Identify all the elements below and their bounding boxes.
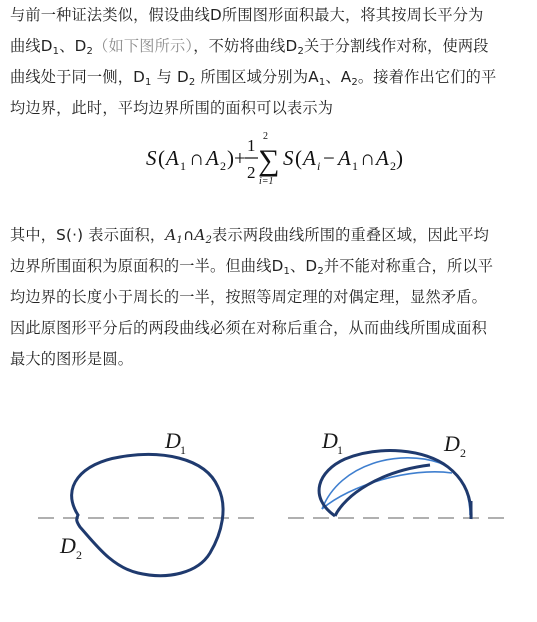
body-text: 表示两段曲线所围的重叠区域，因此平均 (212, 226, 490, 244)
formula-a2: A (376, 146, 389, 170)
subscript: 1 (283, 266, 291, 277)
intro-text: 与前一种证法类似，假设曲线D所围图形面积最大，将其按周长平分为 (10, 6, 484, 24)
intro-text: ，不妨将曲线D (193, 37, 298, 55)
formula-s: S (283, 146, 294, 170)
explanation-line-5 (10, 344, 530, 375)
area-formula (0, 128, 537, 192)
body-text: 均边界的长度小于周长的一半，按照等周定理的对偶定理，显然矛盾。 (10, 288, 488, 306)
intro-text: 关于分割线作对称，使两段 (304, 37, 489, 55)
intro-text: 与 D (151, 68, 189, 86)
formula-paren-open: ( (295, 146, 302, 170)
math-a1: A (165, 226, 177, 244)
explanation-line-2 (10, 251, 530, 282)
subscript: 1 (145, 77, 152, 88)
formula-minus: − (323, 146, 335, 170)
right-outer-curve (319, 451, 471, 519)
label-right-d2-sub: 2 (460, 446, 466, 460)
math-a2: A (194, 226, 206, 244)
formula-intersection: ∩ (189, 146, 205, 170)
intro-line-1 (10, 0, 530, 31)
subscript: 1 (176, 235, 183, 246)
intro-line-4 (10, 93, 530, 124)
label-right-d2: D (444, 431, 460, 456)
math-intersection: ∩ (182, 226, 195, 244)
intro-paragraph (10, 0, 530, 124)
formula-intersection: ∩ (360, 146, 376, 170)
subscript: 1 (318, 77, 326, 88)
formula-sigma: ∑ (258, 144, 280, 177)
formula-frac-denominator: 2 (247, 163, 256, 182)
subscript: 2 (351, 77, 358, 88)
formula-paren-close: ) (396, 146, 403, 170)
formula-sub-1: 1 (180, 159, 186, 173)
formula-sum-upper: 2 (263, 131, 268, 142)
intro-text: 。接着作出它们的平 (357, 68, 497, 86)
formula-sub-2: 2 (220, 159, 226, 173)
formula-sum-lower: i=1 (259, 176, 274, 187)
formula-plus: + (234, 146, 246, 170)
intro-text: 、D (59, 37, 87, 55)
subscript: 2 (188, 77, 196, 88)
formula-frac-numerator: 1 (247, 136, 256, 155)
body-text: 、D (290, 257, 318, 275)
formula-sub-1: 1 (352, 159, 358, 173)
label-left-d1-sub: 1 (180, 443, 186, 457)
intro-text: 均边界，此时，平均边界所围的面积可以表示为 (10, 99, 334, 117)
figure-reference-note: （如下图所示） (93, 37, 194, 55)
formula-sub-2: 2 (390, 159, 396, 173)
left-closed-curve (72, 455, 223, 576)
intro-line-3 (10, 62, 530, 93)
label-right-d1: D (322, 428, 338, 453)
subscript: 2 (317, 266, 324, 277)
explanation-paragraph (10, 220, 530, 375)
body-text: 并不能对称重合，所以平 (323, 257, 494, 275)
explanation-line-3 (10, 282, 530, 313)
formula-paren-close: ) (227, 146, 234, 170)
label-left-d2-sub: 2 (76, 548, 82, 562)
subscript: 2 (205, 235, 213, 246)
formula-a2: A (206, 146, 219, 170)
label-left-d1: D (165, 428, 181, 453)
subscript: 2 (86, 46, 94, 57)
subscript: 1 (52, 46, 60, 57)
reflected-curve-inner (322, 472, 452, 509)
formula-a1: A (166, 146, 179, 170)
formula-a1: A (338, 146, 351, 170)
body-text: 其中，S(·) 表示面积， (10, 226, 166, 244)
formula-sub-i: i (317, 159, 321, 173)
subscript: 2 (297, 46, 305, 57)
formula-paren-open: ( (158, 146, 165, 170)
intro-text: 曲线处于同一侧，D (10, 68, 145, 86)
intro-text: 所围区域分别为A (195, 68, 319, 86)
label-left-d2: D (60, 533, 76, 558)
formula-s: S (146, 146, 157, 170)
label-right-d1-sub: 1 (337, 443, 343, 457)
explanation-line-4 (10, 313, 530, 344)
curve-illustration (0, 415, 537, 615)
intro-line-2 (10, 31, 530, 62)
intro-text: 曲线D (10, 37, 53, 55)
body-text: 边界所围面积为原面积的一半。但曲线D (10, 257, 284, 275)
explanation-line-1 (10, 220, 530, 251)
formula-ai: A (303, 146, 316, 170)
body-text: 最大的图形是圆。 (10, 350, 134, 368)
intro-text: 、A (325, 68, 352, 86)
body-text: 因此原图形平分后的两段曲线必须在对称后重合，从而曲线所围成面积 (10, 319, 488, 337)
